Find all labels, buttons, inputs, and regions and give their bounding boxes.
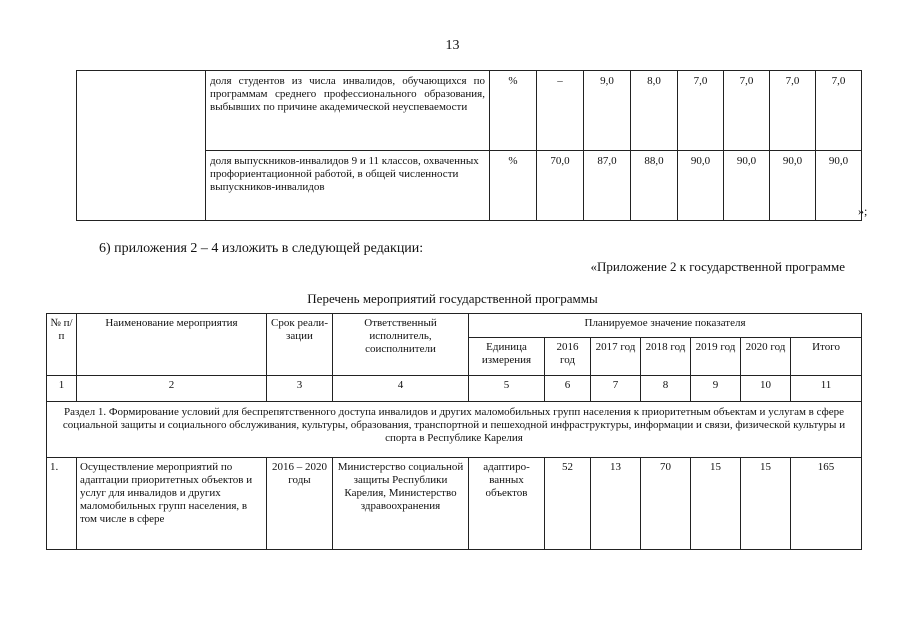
column-number: 11 bbox=[791, 376, 862, 402]
value-cell: 90,0 bbox=[816, 151, 862, 221]
activity-term: 2016 – 2020 годы bbox=[267, 458, 333, 550]
col-header-2018: 2018 год bbox=[641, 338, 691, 376]
column-number: 8 bbox=[641, 376, 691, 402]
page-number: 13 bbox=[445, 38, 460, 53]
column-number: 10 bbox=[741, 376, 791, 402]
value-2017: 13 bbox=[591, 458, 641, 550]
column-number: 7 bbox=[591, 376, 641, 402]
header-row bbox=[47, 314, 862, 338]
table-row bbox=[47, 458, 862, 550]
column-number: 3 bbox=[267, 376, 333, 402]
merged-empty-cell bbox=[77, 71, 206, 221]
value-2020: 15 bbox=[741, 458, 791, 550]
value-cell: 90,0 bbox=[770, 151, 816, 221]
value-2019: 15 bbox=[691, 458, 741, 550]
value-cell: 87,0 bbox=[584, 151, 631, 221]
activity-name: Осуществление мероприятий по адаптации приоритетных объектов и услуг для инвалидов и других маломобильных групп населения, в том числе в сфере bbox=[77, 458, 267, 550]
col-header-unit: Единица измерения bbox=[469, 338, 545, 376]
value-cell: 7,0 bbox=[724, 71, 770, 151]
activity-responsible: Министерство социальной защиты Республики Карелия, Министерство здравоохранения bbox=[333, 458, 469, 550]
col-header-2017: 2017 год bbox=[591, 338, 641, 376]
column-number: 9 bbox=[691, 376, 741, 402]
value-cell: 7,0 bbox=[816, 71, 862, 151]
section-heading: Раздел 1. Формирование условий для беспрепятственного доступа инвалидов и других маломобильных групп населения к приоритетным объектам и услугам в сфере социальной защиты и социального обслуживания, культуры, образования, транспортной и пешеходной инфраструктуры, информации и связи, физической культуры и спорта в Республике Карелия bbox=[47, 402, 862, 458]
col-header-planned: Планируемое значение показателя bbox=[469, 314, 862, 338]
value-total: 165 bbox=[791, 458, 862, 550]
value-cell: 8,0 bbox=[631, 71, 678, 151]
indicators-table bbox=[76, 70, 862, 221]
indicator-cell: доля студентов из числа инвалидов, обучающихся по программам среднего профессионального образования, выбывших по причине академической неуспеваемости bbox=[206, 71, 490, 151]
col-header-name: Наименование мероприятия bbox=[77, 314, 267, 376]
column-number: 5 bbox=[469, 376, 545, 402]
col-header-2019: 2019 год bbox=[691, 338, 741, 376]
column-number: 6 bbox=[545, 376, 591, 402]
paragraph-text: 6) приложения 2 – 4 изложить в следующей редакции: bbox=[99, 241, 424, 256]
indicator-cell: доля выпускников-инвалидов 9 и 11 классов, охваченных профориентационной работой, в общей численности выпускников-инвалидов bbox=[206, 151, 490, 221]
unit-cell: % bbox=[490, 71, 537, 151]
closing-quote-mark: »; bbox=[858, 204, 868, 218]
table-title: Перечень мероприятий государственной программы bbox=[307, 291, 598, 306]
value-cell: 7,0 bbox=[770, 71, 816, 151]
value-cell: 9,0 bbox=[584, 71, 631, 151]
column-numbers-row bbox=[47, 376, 862, 402]
column-number: 2 bbox=[77, 376, 267, 402]
col-header-term: Срок реали-зации bbox=[267, 314, 333, 376]
value-cell: – bbox=[537, 71, 584, 151]
value-cell: 90,0 bbox=[678, 151, 724, 221]
value-2016: 52 bbox=[545, 458, 591, 550]
col-header-2016: 2016 год bbox=[545, 338, 591, 376]
activity-unit: адаптиро-ванных объектов bbox=[469, 458, 545, 550]
col-header-total: Итого bbox=[791, 338, 862, 376]
col-header-2020: 2020 год bbox=[741, 338, 791, 376]
table-row bbox=[77, 71, 862, 151]
activities-table bbox=[46, 313, 862, 550]
column-number: 1 bbox=[47, 376, 77, 402]
value-cell: 88,0 bbox=[631, 151, 678, 221]
col-header-responsible: Ответственный исполнитель, соисполнители bbox=[333, 314, 469, 376]
value-2018: 70 bbox=[641, 458, 691, 550]
column-number: 4 bbox=[333, 376, 469, 402]
unit-cell: % bbox=[490, 151, 537, 221]
value-cell: 7,0 bbox=[678, 71, 724, 151]
value-cell: 90,0 bbox=[724, 151, 770, 221]
section-row bbox=[47, 402, 862, 458]
value-cell: 70,0 bbox=[537, 151, 584, 221]
appendix-heading: «Приложение 2 к государственной программе bbox=[590, 259, 845, 274]
row-num: 1. bbox=[47, 458, 77, 550]
col-header-num: № п/п bbox=[47, 314, 77, 376]
